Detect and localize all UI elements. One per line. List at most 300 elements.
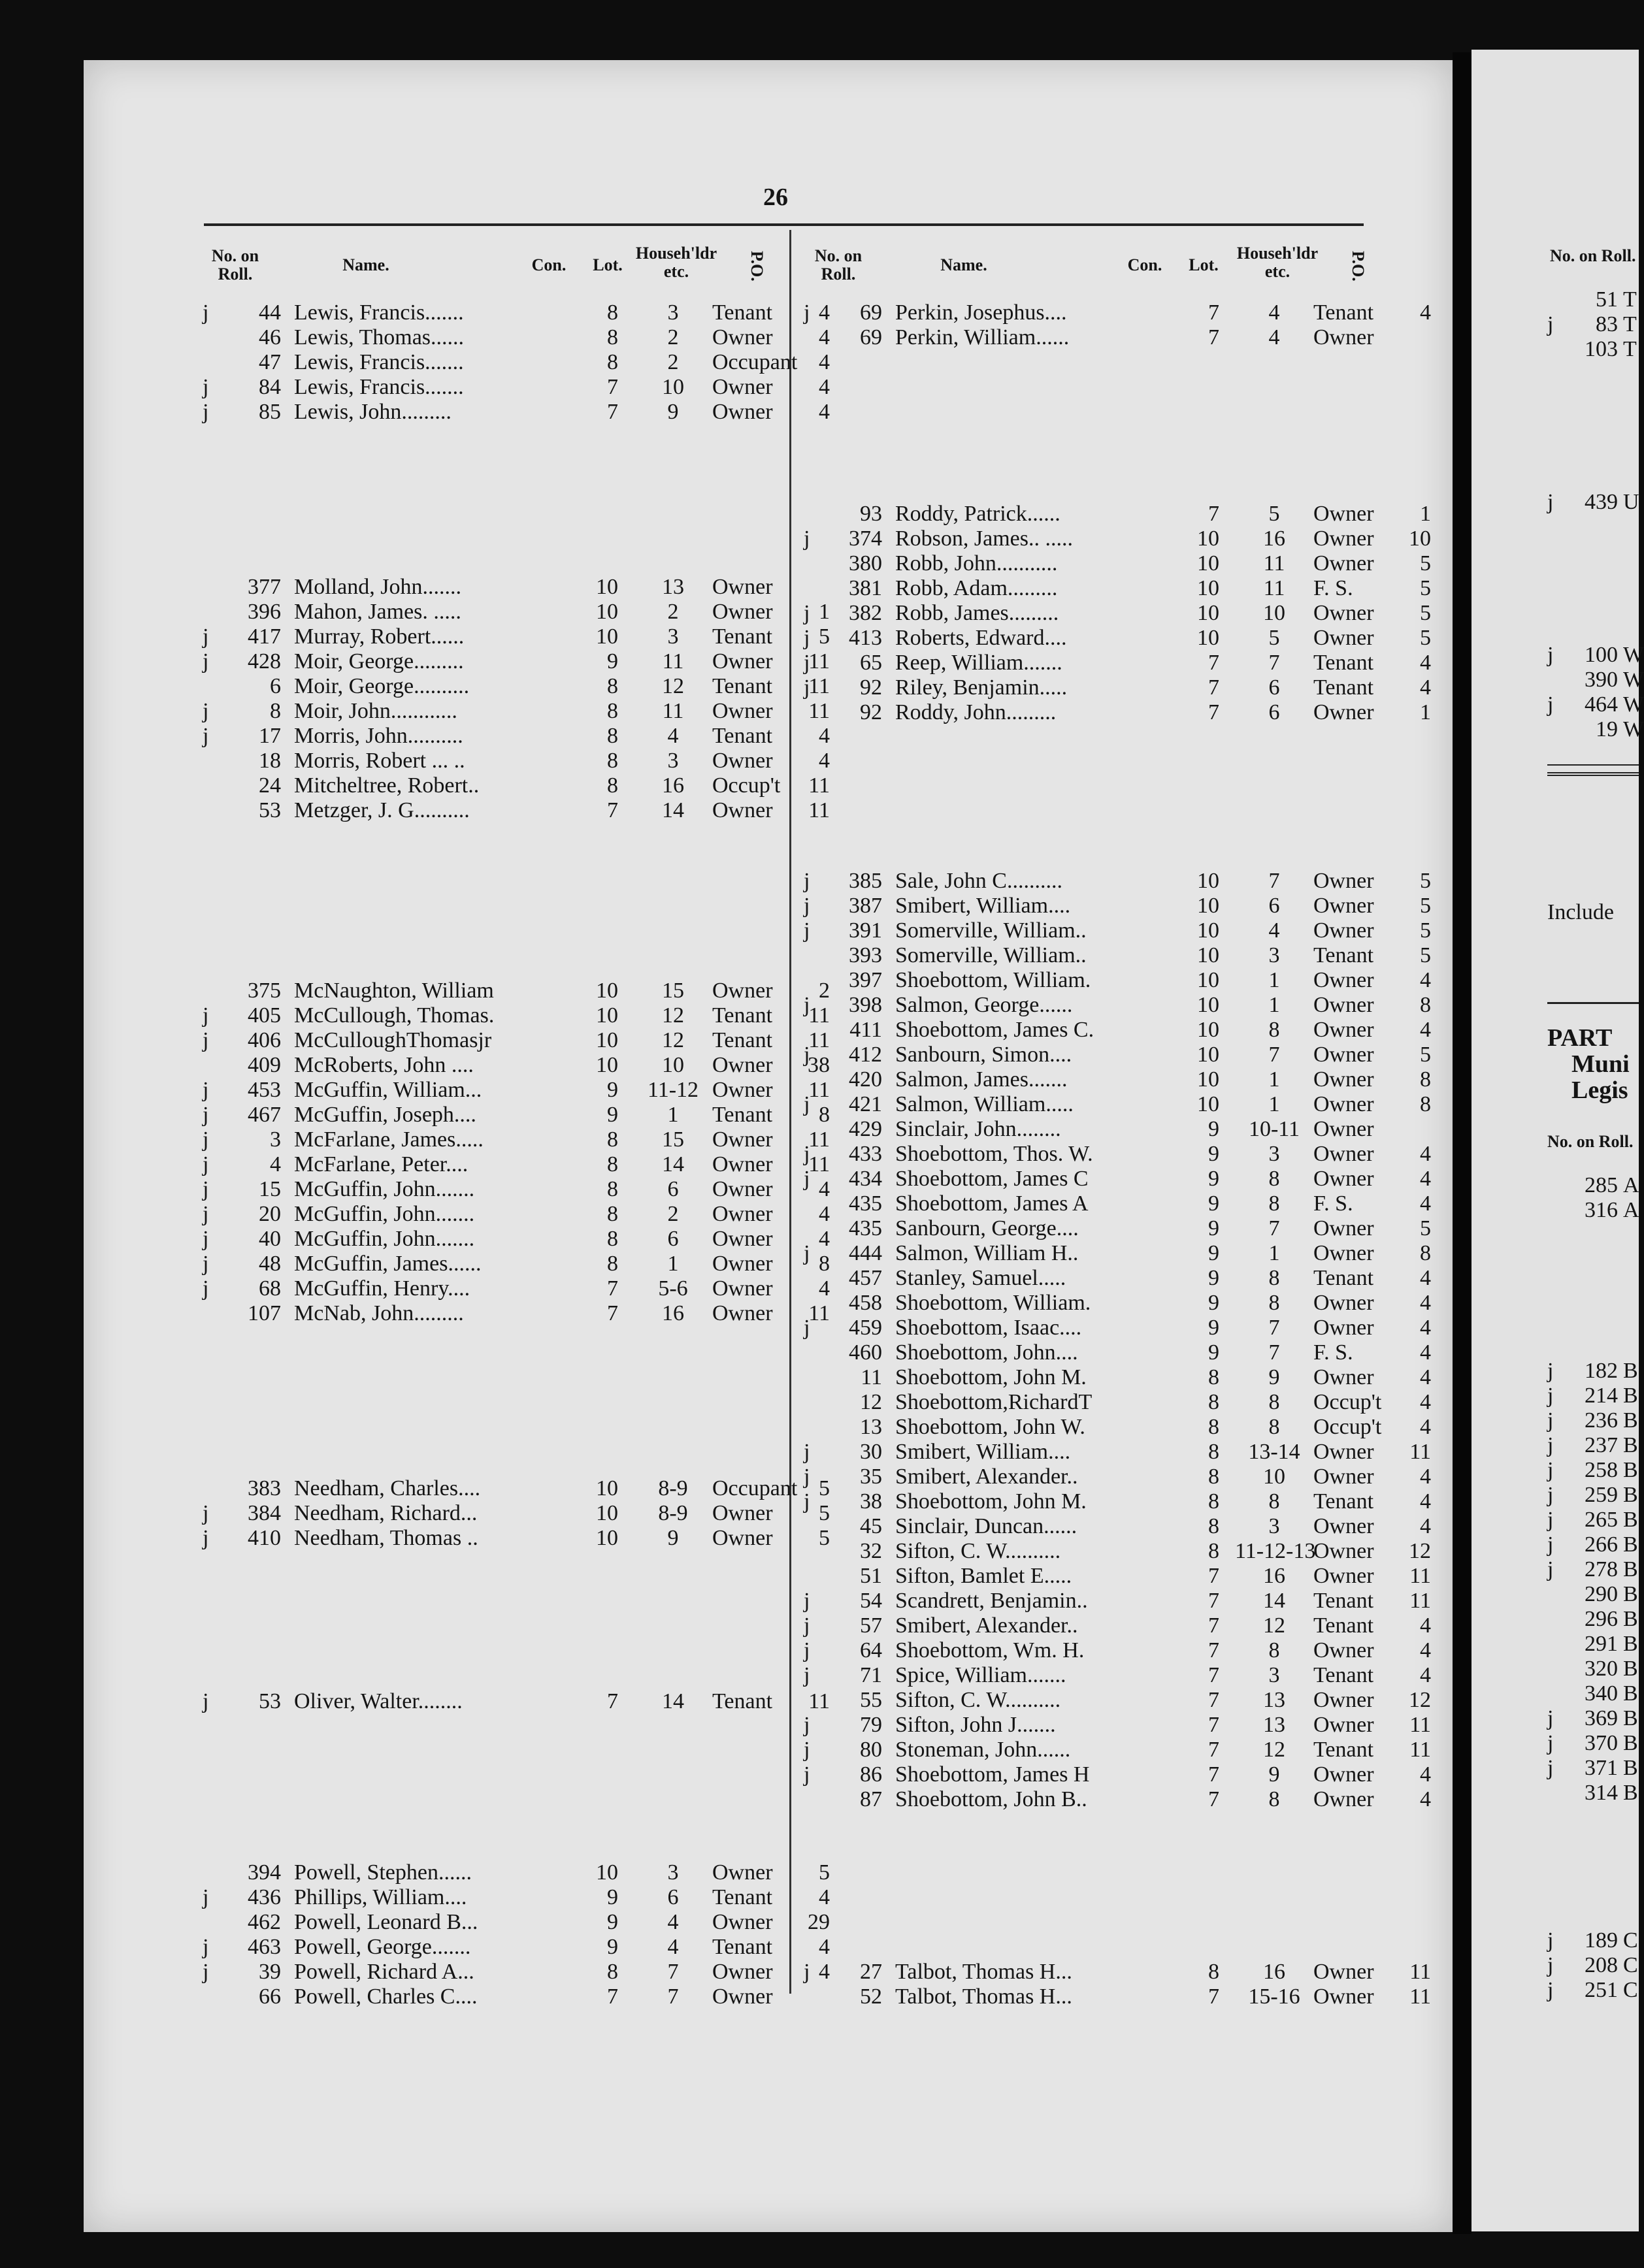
right-row: [804, 1390, 1431, 1415]
adjacent-cell-j: j: [1547, 1756, 1554, 1780]
left-cell-hh: Owner: [712, 1276, 773, 1301]
left-row: [203, 350, 830, 375]
adjacent-part-heading: PART: [1547, 1024, 1613, 1052]
right-cell-con: 7: [1208, 1638, 1219, 1662]
right-cell-j: j: [804, 1142, 810, 1166]
right-cell-con: 9: [1208, 1142, 1219, 1166]
left-cell-j: j: [203, 1028, 209, 1052]
left-cell-po: 4: [819, 375, 830, 399]
adjacent-cell-name: B: [1623, 1657, 1638, 1681]
left-cell-po: 11: [808, 1127, 830, 1152]
right-cell-lot: 15-16: [1248, 1984, 1300, 2009]
adjacent-cell-name: B: [1623, 1483, 1638, 1507]
left-cell-hh: Tenant: [712, 300, 773, 325]
left-cell-po: 8: [819, 1103, 830, 1127]
right-cell-name: Shoebottom,RichardT: [895, 1390, 1093, 1414]
left-cell-lot: 12: [662, 674, 684, 698]
right-cell-con: 10: [1197, 601, 1219, 625]
left-cell-lot: 10: [662, 375, 684, 399]
right-cell-name: Sifton, C. W..........: [895, 1688, 1061, 1712]
right-cell-no: 411: [849, 1018, 882, 1042]
left-cell-con: 10: [596, 1476, 618, 1500]
right-cell-po: 4: [1420, 1142, 1431, 1166]
right-cell-po: 4: [1420, 1365, 1431, 1389]
right-cell-lot: 8: [1268, 1415, 1280, 1439]
left-cell-name: Lewis, John.........: [294, 400, 452, 424]
left-cell-j: j: [203, 1885, 209, 1909]
left-cell-con: 8: [607, 300, 618, 325]
left-cell-hh: Owner: [712, 1252, 773, 1276]
left-cell-no: 4: [270, 1152, 281, 1176]
left-cell-po: 2: [819, 979, 830, 1003]
right-cell-lot: 8: [1268, 1390, 1280, 1414]
right-cell-lot: 6: [1268, 700, 1280, 724]
right-cell-name: Salmon, James.......: [895, 1067, 1068, 1092]
left-cell-no: 44: [259, 300, 281, 325]
right-cell-lot: 8: [1268, 1489, 1280, 1514]
left-cell-po: 4: [819, 350, 830, 374]
adjacent-cell-name: A: [1623, 1173, 1639, 1197]
left-row: [203, 1984, 791, 2009]
left-cell-hh: Owner: [712, 1526, 773, 1550]
right-row: [804, 526, 1431, 551]
right-cell-name: Sifton, Bamlet E.....: [895, 1564, 1072, 1588]
left-cell-hh: Owner: [712, 979, 773, 1003]
right-row: [804, 1713, 1431, 1738]
right-cell-no: 13: [860, 1415, 882, 1439]
right-cell-po: 5: [1420, 894, 1431, 918]
right-cell-no: 385: [849, 869, 882, 893]
right-cell-hh: Owner: [1313, 1638, 1374, 1662]
header-con-left: Con.: [531, 255, 567, 274]
right-cell-j: j: [804, 1440, 810, 1464]
right-cell-lot: 8: [1268, 1291, 1280, 1315]
right-cell-con: 10: [1197, 993, 1219, 1017]
right-cell-hh: Owner: [1313, 1167, 1374, 1191]
left-cell-hh: Tenant: [712, 674, 773, 698]
left-cell-name: Needham, Charles....: [294, 1476, 481, 1500]
right-cell-hh: Owner: [1313, 626, 1374, 650]
right-cell-lot: 14: [1263, 1589, 1285, 1613]
right-cell-j: j: [804, 1960, 810, 1984]
left-cell-no: 462: [248, 1910, 281, 1934]
left-cell-con: 8: [607, 325, 618, 349]
left-cell-po: 4: [819, 1935, 830, 1959]
left-cell-con: 7: [607, 1689, 618, 1713]
right-cell-po: 4: [1420, 1663, 1431, 1687]
right-cell-no: 435: [849, 1216, 882, 1240]
adjacent-cell-j: j: [1547, 643, 1554, 667]
right-cell-lot: 8: [1268, 1167, 1280, 1191]
left-cell-po: 4: [819, 1276, 830, 1301]
right-cell-po: 4: [1420, 1415, 1431, 1439]
left-cell-j: j: [203, 649, 209, 673]
adjacent-cell-no: 182: [1585, 1359, 1618, 1383]
left-cell-no: 15: [259, 1177, 281, 1201]
right-cell-hh: Tenant: [1313, 1738, 1374, 1762]
left-cell-hh: Owner: [712, 1152, 773, 1176]
left-cell-po: 5: [819, 1476, 830, 1500]
left-cell-name: Oliver, Walter........: [294, 1689, 463, 1713]
left-cell-con: 9: [607, 1078, 618, 1102]
right-cell-con: 7: [1208, 1738, 1219, 1762]
right-cell-j: j: [804, 300, 810, 325]
left-cell-no: 410: [248, 1526, 281, 1550]
left-cell-hh: Owner: [712, 649, 773, 673]
right-row: [804, 601, 1431, 626]
left-cell-hh: Occup't: [712, 773, 781, 798]
right-cell-po: 5: [1420, 601, 1431, 625]
left-cell-j: j: [203, 1689, 209, 1713]
right-cell-j: j: [804, 993, 810, 1017]
left-cell-no: 428: [248, 649, 281, 673]
left-cell-name: Needham, Richard...: [294, 1501, 478, 1525]
adjacent-cell-j: j: [1547, 1557, 1554, 1581]
right-cell-lot: 9: [1268, 1365, 1280, 1389]
right-cell-con: 8: [1208, 1465, 1219, 1489]
left-cell-po: 4: [819, 1885, 830, 1909]
right-cell-j: j: [804, 1316, 810, 1340]
right-cell-con: 7: [1208, 1787, 1219, 1811]
left-cell-con: 8: [607, 1960, 618, 1984]
left-row: [203, 1003, 830, 1028]
left-cell-j: j: [203, 1202, 209, 1226]
left-row: [203, 1689, 830, 1714]
left-cell-name: Moir, George.........: [294, 649, 464, 673]
right-cell-j: j: [804, 1663, 810, 1687]
right-cell-lot: 11-12-13: [1235, 1539, 1316, 1563]
left-row: [203, 649, 830, 674]
left-cell-j: j: [203, 1003, 209, 1028]
adjacent-cell-no: 265: [1585, 1508, 1618, 1532]
right-cell-hh: F. S.: [1313, 1191, 1353, 1216]
right-cell-po: 4: [1420, 1465, 1431, 1489]
left-cell-name: Powell, George.......: [294, 1935, 471, 1959]
right-row: [804, 1167, 1431, 1191]
left-cell-lot: 16: [662, 773, 684, 798]
left-cell-po: 5: [819, 624, 830, 649]
right-cell-no: 444: [849, 1241, 882, 1265]
right-cell-con: 10: [1197, 918, 1219, 943]
right-cell-hh: Owner: [1313, 1762, 1374, 1787]
adjacent-cell-no: 290: [1585, 1582, 1618, 1606]
right-cell-name: Shoebottom, James C.: [895, 1018, 1094, 1042]
right-cell-lot: 1: [1268, 993, 1280, 1017]
right-cell-po: 11: [1409, 1984, 1431, 2009]
left-row: [203, 1935, 830, 1960]
left-cell-name: McGuffin, Joseph....: [294, 1103, 476, 1127]
right-cell-po: 5: [1420, 626, 1431, 650]
right-row: [804, 1216, 1431, 1241]
right-cell-hh: Occup't: [1313, 1415, 1382, 1439]
left-cell-po: 29: [808, 1910, 830, 1934]
left-cell-name: Molland, John.......: [294, 575, 461, 599]
right-row: [804, 968, 1431, 993]
left-cell-no: 409: [248, 1053, 281, 1077]
right-cell-no: 435: [849, 1191, 882, 1216]
right-cell-no: 458: [849, 1291, 882, 1315]
adjacent-rule: [1547, 772, 1639, 773]
adjacent-cell-name: W: [1623, 717, 1644, 741]
right-cell-no: 38: [860, 1489, 882, 1514]
header-po-left: P.O.: [748, 251, 766, 282]
left-cell-hh: Owner: [712, 1177, 773, 1201]
adjacent-cell-j: j: [1547, 312, 1554, 336]
left-cell-j: j: [203, 1078, 209, 1102]
right-row: [804, 1688, 1431, 1713]
left-cell-name: McCulloughThomasjr: [294, 1028, 492, 1052]
left-cell-j: j: [203, 1127, 209, 1152]
left-cell-no: 40: [259, 1227, 281, 1251]
right-row: [804, 894, 1431, 918]
right-row: [804, 918, 1431, 943]
right-cell-lot: 3: [1268, 1514, 1280, 1538]
left-cell-hh: Owner: [712, 1127, 773, 1152]
right-cell-no: 55: [860, 1688, 882, 1712]
adjacent-cell-j: j: [1547, 1483, 1554, 1507]
adjacent-cell-no: 340: [1585, 1681, 1618, 1706]
adjacent-cell-name: B: [1623, 1408, 1638, 1433]
right-cell-po: 12: [1409, 1688, 1431, 1712]
left-cell-lot: 6: [667, 1227, 679, 1251]
left-row: [203, 724, 830, 749]
adjacent-cell-name: B: [1623, 1731, 1638, 1755]
right-row: [804, 675, 1431, 700]
right-cell-hh: F. S.: [1313, 576, 1353, 600]
left-cell-con: 10: [596, 979, 618, 1003]
left-row: [203, 600, 830, 624]
left-cell-con: 9: [607, 1885, 618, 1909]
left-cell-con: 9: [607, 649, 618, 673]
right-cell-con: 10: [1197, 968, 1219, 992]
right-cell-con: 9: [1208, 1117, 1219, 1141]
left-cell-hh: Tenant: [712, 1103, 773, 1127]
header-householder-right: Househ'ldr etc.: [1236, 244, 1319, 281]
right-cell-po: 4: [1420, 1316, 1431, 1340]
right-cell-name: Talbot, Thomas H...: [895, 1960, 1072, 1984]
right-cell-lot: 10: [1263, 601, 1285, 625]
left-cell-no: 436: [248, 1885, 281, 1909]
right-cell-name: Sanbourn, Simon....: [895, 1043, 1072, 1067]
right-cell-hh: Owner: [1313, 1787, 1374, 1811]
left-cell-name: McGuffin, John.......: [294, 1202, 475, 1226]
left-cell-name: McGuffin, William...: [294, 1078, 482, 1102]
left-cell-lot: 2: [667, 325, 679, 349]
left-cell-po: 11: [808, 1028, 830, 1052]
adjacent-cell-name: W: [1623, 668, 1644, 692]
left-cell-no: 467: [248, 1103, 281, 1127]
left-cell-hh: Owner: [712, 1053, 773, 1077]
adjacent-cell-no: 316: [1585, 1198, 1618, 1222]
right-cell-no: 52: [860, 1984, 882, 2009]
right-cell-con: 9: [1208, 1216, 1219, 1240]
left-cell-name: Needham, Thomas ..: [294, 1526, 478, 1550]
right-cell-name: Shoebottom, James H: [895, 1762, 1090, 1787]
right-row: [804, 1018, 1431, 1043]
left-cell-name: Phillips, William....: [294, 1885, 467, 1909]
left-cell-lot: 15: [662, 1127, 684, 1152]
left-cell-name: Murray, Robert......: [294, 624, 465, 649]
left-row: [203, 1501, 830, 1526]
right-cell-name: Spice, William.......: [895, 1663, 1066, 1687]
left-cell-hh: Owner: [712, 325, 773, 349]
adjacent-cell-no: 320: [1585, 1657, 1618, 1681]
adjacent-muni-heading: Muni: [1571, 1050, 1630, 1078]
left-row: [203, 1526, 830, 1551]
right-cell-no: 57: [860, 1613, 882, 1638]
right-cell-con: 7: [1208, 300, 1219, 325]
left-cell-no: 463: [248, 1935, 281, 1959]
header-householder-left: Househ'ldr etc.: [635, 244, 717, 281]
right-cell-po: 8: [1420, 1241, 1431, 1265]
left-cell-j: j: [203, 1526, 209, 1550]
left-cell-po: 4: [819, 1202, 830, 1226]
right-cell-name: Shoebottom, John M.: [895, 1365, 1087, 1389]
left-cell-lot: 11-12: [647, 1078, 699, 1102]
right-row: [804, 1316, 1431, 1340]
right-cell-po: 11: [1409, 1713, 1431, 1737]
right-row: [804, 1465, 1431, 1489]
right-cell-con: 7: [1208, 675, 1219, 700]
adjacent-cell-j: j: [1547, 490, 1554, 514]
right-cell-lot: 7: [1268, 651, 1280, 675]
right-cell-con: 10: [1197, 943, 1219, 967]
left-cell-po: 11: [808, 773, 830, 798]
right-cell-con: 8: [1208, 1489, 1219, 1514]
header-name-right: Name.: [940, 255, 987, 274]
right-cell-con: 10: [1197, 1092, 1219, 1116]
left-cell-no: 405: [248, 1003, 281, 1028]
right-cell-name: Shoebottom, James A: [895, 1191, 1089, 1216]
right-cell-po: 5: [1420, 918, 1431, 943]
right-cell-name: Sale, John C..........: [895, 869, 1062, 893]
left-cell-name: Powell, Richard A...: [294, 1960, 474, 1984]
adjacent-cell-name: W: [1623, 643, 1644, 667]
left-cell-no: 20: [259, 1202, 281, 1226]
right-cell-hh: Owner: [1313, 1142, 1374, 1166]
right-cell-name: Perkin, William......: [895, 325, 1070, 349]
left-cell-hh: Owner: [712, 1202, 773, 1226]
right-cell-po: 4: [1420, 968, 1431, 992]
right-cell-po: 4: [1420, 300, 1431, 325]
right-cell-con: 10: [1197, 869, 1219, 893]
left-cell-con: 9: [607, 1910, 618, 1934]
left-cell-j: j: [203, 1501, 209, 1525]
left-cell-no: 453: [248, 1078, 281, 1102]
left-cell-j: j: [203, 1252, 209, 1276]
right-cell-con: 7: [1208, 1984, 1219, 2009]
left-cell-hh: Tenant: [712, 1028, 773, 1052]
left-cell-lot: 3: [667, 749, 679, 773]
left-row: [203, 624, 830, 649]
right-cell-lot: 12: [1263, 1738, 1285, 1762]
right-cell-con: 7: [1208, 700, 1219, 724]
left-cell-no: 47: [259, 350, 281, 374]
right-row: [804, 1191, 1431, 1216]
left-cell-name: McGuffin, John.......: [294, 1227, 475, 1251]
right-cell-name: Reep, William.......: [895, 651, 1062, 675]
left-cell-hh: Owner: [712, 1984, 773, 2009]
header-lot-left: Lot.: [593, 255, 623, 274]
right-cell-no: 391: [849, 918, 882, 943]
left-cell-hh: Owner: [712, 1227, 773, 1251]
left-cell-lot: 1: [667, 1252, 679, 1276]
adjacent-cell-no: 266: [1585, 1532, 1618, 1557]
left-cell-con: 8: [607, 1177, 618, 1201]
adjacent-cell-name: B: [1623, 1532, 1638, 1557]
right-cell-no: 80: [860, 1738, 882, 1762]
right-cell-name: Sinclair, John........: [895, 1117, 1061, 1141]
left-cell-lot: 14: [662, 1689, 684, 1713]
right-cell-po: 5: [1420, 1216, 1431, 1240]
left-cell-j: j: [203, 300, 209, 325]
right-cell-con: 9: [1208, 1266, 1219, 1290]
left-cell-j: j: [203, 624, 209, 649]
left-cell-lot: 6: [667, 1885, 679, 1909]
right-row: [804, 1092, 1431, 1117]
adjacent-cell-name: B: [1623, 1632, 1638, 1656]
right-cell-lot: 6: [1268, 675, 1280, 700]
right-cell-name: Sinclair, Duncan......: [895, 1514, 1077, 1538]
right-cell-po: 4: [1420, 1266, 1431, 1290]
right-cell-j: j: [804, 869, 810, 893]
right-cell-j: j: [804, 1762, 810, 1787]
right-row: [804, 1241, 1431, 1266]
right-row: [804, 1489, 1431, 1514]
right-cell-lot: 16: [1263, 1564, 1285, 1588]
right-cell-lot: 13: [1263, 1713, 1285, 1737]
right-cell-lot: 8: [1268, 1266, 1280, 1290]
right-cell-hh: Owner: [1313, 1713, 1374, 1737]
adjacent-cell-no: 100: [1585, 643, 1618, 667]
left-row: [203, 1960, 830, 1984]
left-cell-con: 10: [596, 1526, 618, 1550]
right-cell-j: j: [804, 1465, 810, 1489]
right-cell-no: 92: [860, 675, 882, 700]
left-cell-no: 66: [259, 1984, 281, 2009]
right-cell-lot: 7: [1268, 1043, 1280, 1067]
right-cell-hh: Owner: [1313, 1539, 1374, 1563]
adjacent-cell-name: B: [1623, 1508, 1638, 1532]
right-cell-no: 381: [849, 576, 882, 600]
left-cell-con: 8: [607, 1127, 618, 1152]
left-cell-lot: 2: [667, 600, 679, 624]
right-row: [804, 300, 1431, 325]
right-cell-lot: 12: [1263, 1613, 1285, 1638]
right-cell-hh: Tenant: [1313, 1589, 1374, 1613]
adjacent-cell-name: C: [1623, 1928, 1638, 1952]
right-cell-no: 45: [860, 1514, 882, 1538]
left-cell-lot: 14: [662, 798, 684, 822]
right-cell-po: 4: [1420, 1489, 1431, 1514]
right-cell-no: 380: [849, 551, 882, 575]
right-cell-no: 412: [849, 1043, 882, 1067]
left-cell-con: 8: [607, 749, 618, 773]
right-cell-con: 9: [1208, 1167, 1219, 1191]
right-cell-hh: Owner: [1313, 1514, 1374, 1538]
left-cell-no: 53: [259, 798, 281, 822]
left-cell-po: 4: [819, 300, 830, 325]
left-cell-no: 6: [270, 674, 281, 698]
right-cell-lot: 10-11: [1248, 1117, 1300, 1141]
left-cell-name: Powell, Stephen......: [294, 1860, 472, 1885]
right-cell-name: Shoebottom, James C: [895, 1167, 1089, 1191]
header-con-right: Con.: [1127, 255, 1162, 274]
right-cell-name: Robson, James.. .....: [895, 526, 1073, 551]
right-cell-po: 1: [1420, 700, 1431, 724]
left-cell-con: 8: [607, 724, 618, 748]
right-cell-name: Roddy, John.........: [895, 700, 1057, 724]
